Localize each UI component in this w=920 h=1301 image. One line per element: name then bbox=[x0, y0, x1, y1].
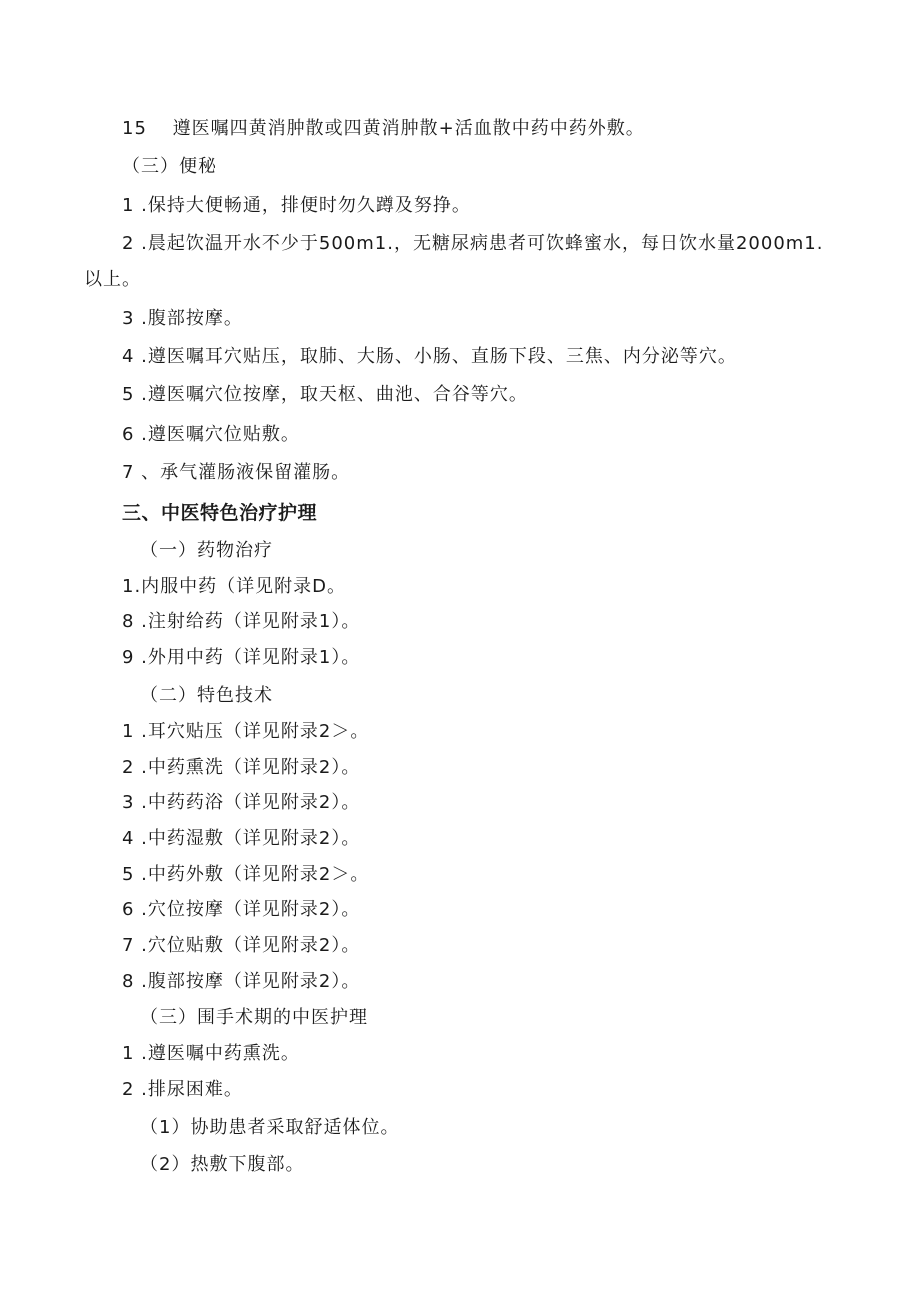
subheading-constipation: （三）便秘 bbox=[122, 156, 217, 177]
subheading-perioperative: （三）围手术期的中医护理 bbox=[140, 1007, 368, 1028]
text-line: 7 .穴位贴敷（详见附录2）。 bbox=[122, 935, 361, 956]
text-line: 8 .腹部按摩（详见附录2）。 bbox=[122, 971, 361, 992]
text-line: 7 、承气灌肠液保留灌肠。 bbox=[122, 462, 351, 483]
text-line: 4 .中药湿敷（详见附录2）。 bbox=[122, 828, 361, 849]
text-line: 8 .注射给药（详见附录1）。 bbox=[122, 611, 361, 632]
text-line-item-15: 15 遵医嘱四黄消肿散或四黄消肿散+活血散中药中药外敷。 bbox=[122, 118, 645, 139]
text-line: 5 .中药外敷（详见附录2＞。 bbox=[122, 864, 370, 885]
text-line: 1.内服中药（详见附录D。 bbox=[122, 576, 347, 597]
text-line: 5 .遵医嘱穴位按摩，取天枢、曲池、合谷等穴。 bbox=[122, 384, 528, 405]
text-line: 6 .穴位按摩（详见附录2）。 bbox=[122, 899, 361, 920]
section-heading: 三、中医特色治疗护理 bbox=[122, 502, 318, 524]
text-line: 6 .遵医嘱穴位贴敷。 bbox=[122, 424, 300, 445]
text-line: 2 .排尿困难。 bbox=[122, 1079, 243, 1100]
text-line-sub-item: （2）热敷下腹部。 bbox=[140, 1154, 305, 1175]
subheading-special-techniques: （二）特色技术 bbox=[140, 685, 273, 706]
text-line: 3 .中药药浴（详见附录2）。 bbox=[122, 792, 361, 813]
text-line: 4 .遵医嘱耳穴贴压，取肺、大肠、小肠、直肠下段、三焦、内分泌等穴。 bbox=[122, 346, 737, 367]
text-line: 1 .耳穴贴压（详见附录2＞。 bbox=[122, 721, 370, 742]
text-line: 9 .外用中药（详见附录1）。 bbox=[122, 647, 361, 668]
text-line-sub-item: （1）协助患者采取舒适体位。 bbox=[140, 1117, 400, 1138]
text-line: 1 .保持大便畅通，排便时勿久蹲及努挣。 bbox=[122, 195, 471, 216]
text-line: 2 .晨起饮温开水不少于500m1.，无糖尿病患者可饮蜂蜜水，每日饮水量2000m1. bbox=[122, 233, 824, 254]
text-line: 2 .中药熏洗（详见附录2）。 bbox=[122, 757, 361, 778]
text-line-continuation: 以上。 bbox=[84, 269, 141, 290]
text-line: 3 .腹部按摩。 bbox=[122, 308, 243, 329]
text-line: 1 .遵医嘱中药熏洗。 bbox=[122, 1043, 300, 1064]
subheading-medication: （一）药物治疗 bbox=[140, 540, 273, 561]
